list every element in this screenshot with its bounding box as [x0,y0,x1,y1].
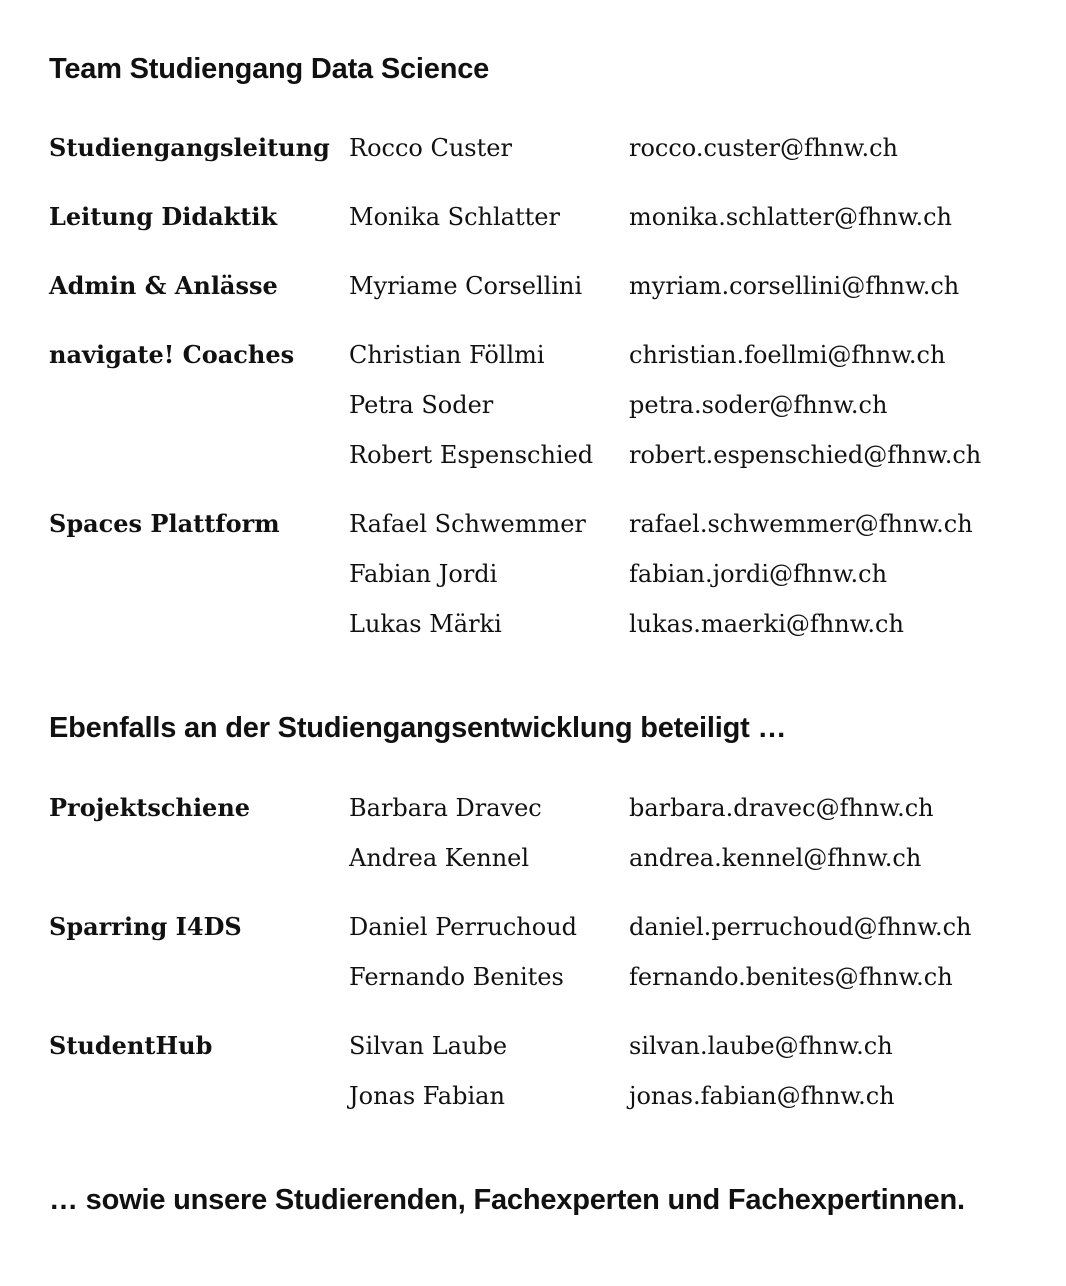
role-group [49,192,1049,242]
email-address[interactable]: daniel.perruchoud@fhnw.ch [629,913,972,941]
person-name: Christian Föllmi [349,341,545,369]
role-group [49,783,1049,883]
team-heading: Team Studiengang Data Science [49,53,490,85]
role-label: Sparring I4DS [49,912,242,941]
role-label: navigate! Coaches [49,340,295,369]
also-involved-heading: Ebenfalls an der Studiengangsentwicklung beteiligt … [49,712,787,744]
person-name: Lukas Märki [349,610,502,638]
closing-line: … sowie unsere Studierenden, Fachexperten und Fachexpertinnen. [49,1184,965,1216]
email-address[interactable]: lukas.maerki@fhnw.ch [629,610,904,638]
person-name: Daniel Perruchoud [349,913,578,941]
role-label: Spaces Plattform [49,509,280,538]
person-name: Silvan Laube [349,1032,508,1060]
person-name: Barbara Dravec [349,794,542,822]
contact-row [49,330,1049,380]
person-name: Monika Schlatter [349,203,560,231]
email-address[interactable]: barbara.dravec@fhnw.ch [629,794,934,822]
email-address[interactable]: robert.espenschied@fhnw.ch [629,441,982,469]
person-name: Robert Espenschied [349,441,594,469]
person-name: Myriame Corsellini [349,272,583,300]
email-address[interactable]: fernando.benites@fhnw.ch [629,963,953,991]
contact-row [49,499,1049,549]
contact-row [49,783,1049,833]
email-address[interactable]: christian.foellmi@fhnw.ch [629,341,946,369]
role-label: Admin & Anlässe [49,271,278,300]
contact-row [49,952,1049,1002]
email-address[interactable]: petra.soder@fhnw.ch [629,391,888,419]
contact-row [49,123,1049,173]
contact-row [49,261,1049,311]
contact-row [49,599,1049,649]
person-name: Andrea Kennel [349,844,530,872]
role-group [49,499,1049,649]
contact-row [49,380,1049,430]
role-label: Leitung Didaktik [49,202,278,231]
email-address[interactable]: rafael.schwemmer@fhnw.ch [629,510,973,538]
role-label: Studiengangsleitung [49,133,330,162]
person-name: Petra Soder [349,391,494,419]
contact-row [49,430,1049,480]
person-name: Rocco Custer [349,134,512,162]
contact-row [49,192,1049,242]
role-group [49,330,1049,480]
role-group [49,261,1049,311]
contact-row [49,833,1049,883]
role-group [49,123,1049,173]
email-address[interactable]: fabian.jordi@fhnw.ch [629,560,888,588]
role-label: Projektschiene [49,793,251,822]
email-address[interactable]: andrea.kennel@fhnw.ch [629,844,922,872]
person-name: Jonas Fabian [349,1082,505,1110]
email-address[interactable]: myriam.corsellini@fhnw.ch [629,272,960,300]
email-address[interactable]: rocco.custer@fhnw.ch [629,134,899,162]
contact-row [49,902,1049,952]
contact-row [49,1021,1049,1071]
email-address[interactable]: silvan.laube@fhnw.ch [629,1032,893,1060]
role-label: StudentHub [49,1031,213,1060]
role-group [49,902,1049,1002]
contact-row [49,1071,1049,1121]
email-address[interactable]: monika.schlatter@fhnw.ch [629,203,953,231]
team-section [49,123,1049,649]
role-group [49,1021,1049,1121]
email-address[interactable]: jonas.fabian@fhnw.ch [629,1082,895,1110]
contact-row [49,549,1049,599]
person-name: Rafael Schwemmer [349,510,586,538]
also-involved-section [49,783,1049,1121]
person-name: Fabian Jordi [349,560,498,588]
person-name: Fernando Benites [349,963,564,991]
